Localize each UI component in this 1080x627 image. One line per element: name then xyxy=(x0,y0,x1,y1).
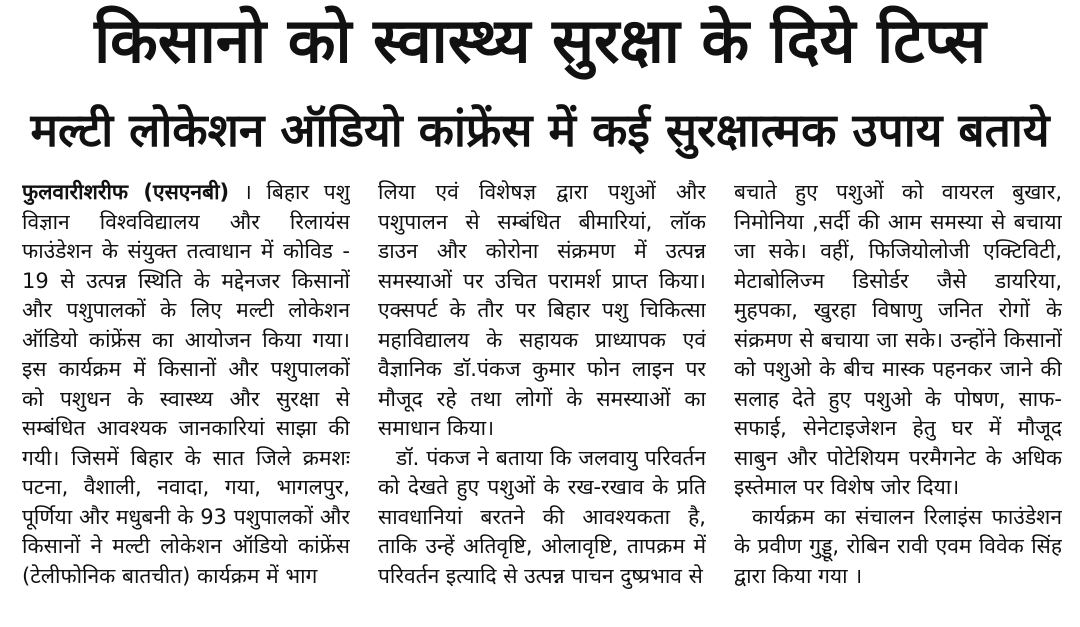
subheadline: मल्टी लोकेशन ऑडियो कांफ्रेंस में कई सुरक्षात्मक उपाय बताये xyxy=(30,103,1050,157)
paragraph-text: । बिहार पशु विज्ञान विश्वविद्यालय और रिलायंस फाउंडेशन के संयुक्त तत्वाधान में कोविड - 19 से उत्पन्न स्थिति के मद्देनजर किसानों और पशुपालकों के लिए मल्टी लोकेशन ऑडियो कांफ्रेंस का आयोजन किया गया। इस कार्यक्रम में किसानों और पशुपालकों को पशुधन के स्वास्थ्य और सुरक्षा से सम्बंधित आवश्यक जानकारियां साझा की गयी। जिसमें बिहार के सात जिले क्रमशः पटना, वैशाली, नवादा, गया, भागलपुर, पूर्णिया और मधुबनी के 93 पशुपालकों और किसानों ने मल्टी लोकेशन ऑडियो कांफ्रेंस (टेलीफोनिक बातचीत) कार्यक्रम में भाग xyxy=(22,180,350,588)
column-2 xyxy=(378,178,706,618)
paragraph: लिया एवं विशेषज्ञ द्वारा पशुओं और पशुपालन से सम्बंधित बीमारियां, लॉक डाउन और कोरोना संक्रमण में उत्पन्न समस्याओं पर उचित परामर्श प्राप्त किया। एक्सपर्ट के तौर पर बिहार पशु चिकित्सा महाविद्यालय के सहायक प्राध्यापक एवं वैज्ञानिक डॉ.पंकज कुमार फोन लाइन पर मौजूद रहे तथा लोगों के समस्याओं का समाधान किया। xyxy=(378,180,706,440)
headline: किसानो को स्वास्थ्य सुरक्षा के दिये टिप्स xyxy=(94,4,986,77)
paragraph: बचाते हुए पशुओं को वायरल बुखार, निमोनिया ,सर्दी की आम समस्या से बचाया जा सके। वहीं, फिजियोलोजी एक्टिविटी, मेटाबोलिज्म डिसोर्डर जैसे डायरिया, मुहपका, खुरहा विषाणु जनित रोगों के संक्रमण से बचाया जा सके। उन्होंने किसानों को पशुओ के बीच मास्क पहनकर जाने की सलाह देते हुए पशुओ के पोषण, साफ-सफाई, सेनेटाइजेशन हेतु घर में मौजूद साबुन और पोटेशियम परमैगनेट के अधिक इस्तेमाल पर विशेष जोर दिया। xyxy=(734,180,1062,499)
paragraph xyxy=(22,178,350,591)
dateline: फुलवारीशरीफ (एसएनबी) xyxy=(22,180,230,204)
article-body xyxy=(22,178,1062,618)
paragraph: डॉ. पंकज ने बताया कि जलवायु परिवर्तन को देखते हुए पशुओं के रख-रखाव के प्रति सावधानियां बरतने की आवश्यकता है, ताकि उन्हें अतिवृष्टि, ओलावृष्टि, तापक्रम में परिवर्तन इत्यादि से उत्पन्न पाचन दुष्प्रभाव से xyxy=(378,445,706,588)
column-1 xyxy=(22,178,350,618)
column-3 xyxy=(734,178,1062,618)
paragraph: कार्यक्रम का संचालन रिलाइंस फाउंडेशन के प्रवीण गुड्डू, रोबिन रावी एवम विवेक सिंह द्वारा किया गया । xyxy=(734,504,1062,588)
